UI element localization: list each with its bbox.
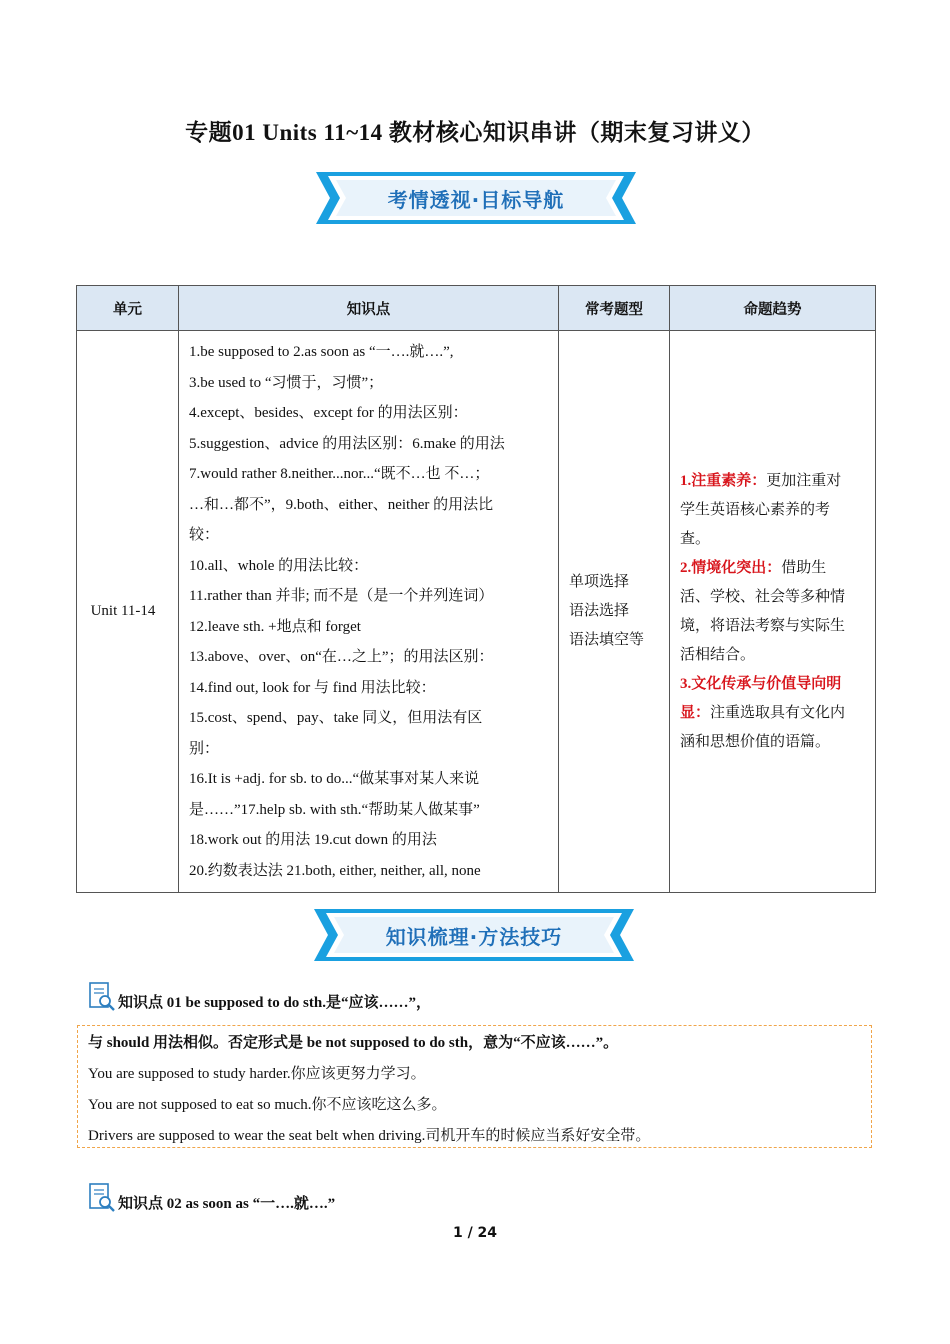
point-line: …和…都不”，9.both、either、neither 的用法比 — [189, 496, 494, 513]
section-banner-knowledge — [314, 909, 634, 961]
knowledge-point-heading — [88, 982, 431, 1012]
header-points: 知识点 — [179, 286, 559, 331]
types-cell — [559, 331, 670, 893]
page-title: 专题01 Units 11~14 教材核心知识串讲（期末复习讲义） — [185, 120, 765, 145]
header-unit: 单元 — [77, 286, 179, 331]
point-line: 12.leave sth. +地点和 forget — [189, 618, 361, 635]
point-line: 13.above、over、on“在…之上”；的用法区别： — [189, 649, 494, 665]
trend-line: 活相结合。 — [680, 646, 756, 663]
knowledge-point-title: 知识点 01 be supposed to do sth.是“应该……”， — [118, 995, 431, 1011]
table-row — [77, 331, 876, 893]
point-line: 11.rather than 并非; 而不是（是一个并列连词） — [189, 588, 494, 604]
section-banner-overview — [316, 172, 636, 224]
table-header-row — [77, 286, 876, 331]
example-line: You are supposed to study harder.你应该更努力学习。 — [88, 1066, 426, 1082]
overview-table — [76, 285, 876, 893]
type-line: 语法填空等 — [569, 632, 645, 648]
point-line: 是……”17.help sb. with sth.“帮助某人做某事” — [189, 801, 480, 818]
trend-line: 学生英语核心素养的考 — [680, 501, 831, 518]
header-types: 常考题型 — [559, 286, 670, 331]
header-trend: 命题趋势 — [670, 286, 876, 331]
knowledge-point-box — [77, 1025, 872, 1148]
trend-cell — [670, 331, 876, 893]
trend-line: 2.情境化突出：借助生 — [680, 559, 827, 576]
point-line: 5.suggestion、advice 的用法区别：6.make 的用法 — [189, 435, 505, 452]
trend-line: 涵和思想价值的语篇。 — [680, 733, 831, 750]
trend-line: 查。 — [680, 530, 711, 547]
point-line: 别： — [189, 740, 220, 757]
point-line: 10.all、whole 的用法比较： — [189, 557, 369, 574]
page-number: 1 / 24 — [452, 1225, 498, 1241]
knowledge-point-heading — [88, 1183, 335, 1213]
unit-cell: Unit 11-14 — [77, 331, 179, 893]
trend-line: 1.注重素养：更加注重对 — [680, 472, 842, 489]
point-line: 16.It is +adj. for sb. to do...“做某事对某人来说 — [189, 771, 480, 787]
trend-label: 1.注重素养： — [680, 472, 767, 489]
knowledge-point-title: 知识点 02 as soon as “一….就….” — [118, 1196, 336, 1212]
trend-line: 境，将语法考察与实际生 — [680, 617, 846, 634]
banner-text: 知识梳理·方法技巧 — [385, 924, 563, 949]
points-cell — [179, 331, 559, 893]
banner-text: 考情透视·目标导航 — [387, 187, 565, 212]
example-line: You are not supposed to eat so much.你不应该吃这么多。 — [88, 1097, 447, 1113]
point-line: 7.would rather 8.neither...nor...“既不…也 不…； — [189, 466, 490, 482]
trend-line: 显：注重选取具有文化内 — [680, 704, 846, 721]
trend-line: 活、学校、社会等多种情 — [680, 588, 846, 605]
point-line: 14.find out, look for 与 find 用法比较： — [189, 679, 436, 696]
example-line: Drivers are supposed to wear the seat belt when driving.司机开车的时候应当系好安全带。 — [88, 1128, 651, 1144]
trend-label: 2.情境化突出： — [680, 559, 782, 576]
point-line: 20.约数表达法 21.both, either, neither, all, none — [189, 862, 481, 879]
type-line: 单项选择 — [569, 574, 630, 590]
point-line: 18.work out 的用法 19.cut down 的用法 — [189, 832, 437, 848]
point-line: 4.except、besides、except for 的用法区别： — [189, 405, 468, 421]
point-line: 15.cost、spend、pay、take 同义，但用法有区 — [189, 710, 483, 726]
point-line: 1.be supposed to 2.as soon as “一….就….”, — [189, 344, 454, 360]
point-line: 3.be used to “习惯于，习惯”； — [189, 374, 384, 391]
type-line: 语法选择 — [569, 603, 630, 619]
point-line: 较： — [189, 527, 220, 543]
explanation-line: 与 should 用法相似。否定形式是 be not supposed to do sth，意为“不应该……”。 — [88, 1035, 619, 1051]
trend-line: 3.文化传承与价值导向明 — [680, 675, 842, 692]
document-search-icon — [88, 1183, 116, 1213]
document-search-icon — [88, 982, 116, 1012]
